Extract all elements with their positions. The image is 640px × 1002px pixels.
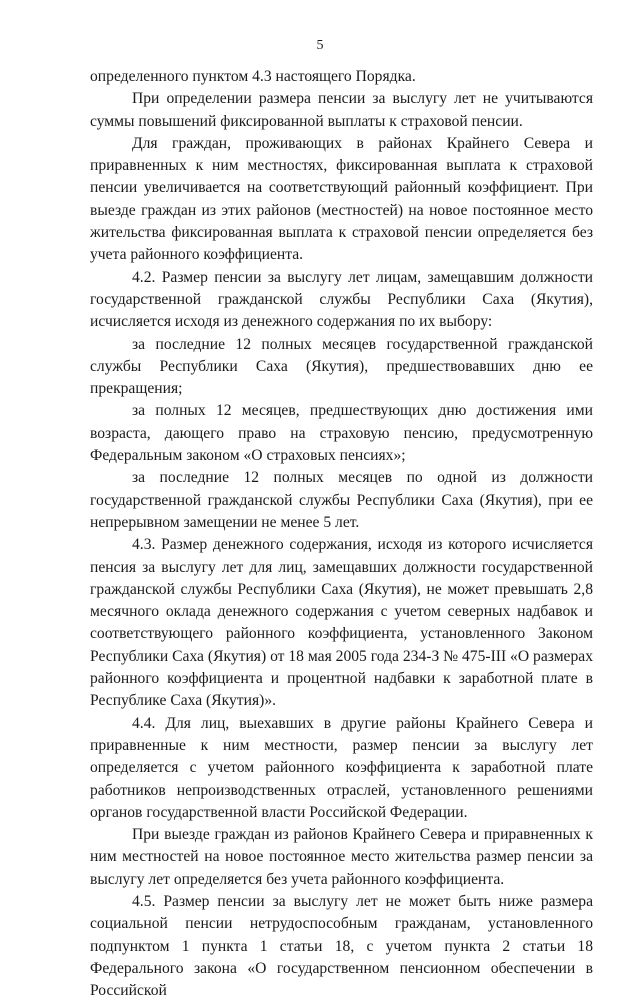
paragraph-option-2: за полных 12 месяцев, предшествующих дню достижения ими возраста, дающего право на страховую пенсию, предусмотренную Федеральным законом «О страховых пенсиях»; [90, 402, 593, 465]
paragraph-option-1: за последние 12 полных месяцев государственной гражданской службы Республики Саха (Якутия), предшествовавших дню ее прекращения; [90, 335, 593, 398]
page-number: 5 [316, 38, 324, 53]
paragraph-section-4-4: 4.4. Для лиц, выехавших в другие районы Крайнего Севера и приравненные к ним местности, размер пенсии за выслугу лет определяется с учетом районного коэффициента к заработной плате работников непроизводственных отраслей, установленного решениями органов государственной власти Российской Федерации. [90, 714, 593, 821]
paragraph-exclusions: При определении размера пенсии за выслугу лет не учитываются суммы повышений фиксированной выплаты к страховой пенсии. [90, 90, 593, 130]
paragraph-option-3: за последние 12 полных месяцев по одной из должности государственной гражданской службы Республики Саха (Якутия), при ее непрерывном замещении не менее 5 лет. [90, 469, 593, 531]
paragraph-continuation: определенного пунктом 4.3 настоящего Порядка. [90, 68, 416, 85]
paragraph-section-4-2: 4.2. Размер пенсии за выслугу лет лицам, замещавшим должности государственной гражданской службы Республики Саха (Якутия), исчисляется исходя из денежного содержания по их выбору: [90, 268, 593, 331]
paragraph-section-4-3: 4.3. Размер денежного содержания, исходя из которого исчисляется пенсия за выслугу лет для лиц, замещавших должности государственной гражданской службы Республики Саха (Якутия), не может превышать 2,8 месячного оклада денежного содержания с учетом северных надбавок и соответствующего районного коэффициента, установленного Законом Республики Саха (Якутия) от 18 мая 2005 года 234-З № 475-III «О размерах районного коэффициента и процентной надбавки к заработной плате в Республике Саха (Якутия)». [90, 536, 593, 710]
paragraph-far-north: Для граждан, проживающих в районах Крайнего Севера и приравненных к ним местностях, фиксированная выплата к страховой пенсии увеличивается на соответствующий районный коэффициент. При выезде граждан из этих районов (местностей) на новое постоянное место жительства фиксированная выплата к страховой пенсии определяется без учета районного коэффициента. [90, 134, 593, 264]
paragraph-relocation: При выезде граждан из районов Крайнего Севера и приравненных к ним местностей на новое постоянное место жительства размер пенсии за выслугу лет определяется без учета районного коэффициента. [90, 826, 593, 888]
document-body [90, 66, 593, 1002]
paragraph-section-4-5: 4.5. Размер пенсии за выслугу лет не может быть ниже размера социальной пенсии нетрудоспособным гражданам, установленного подпунктом 1 пункта 1 статьи 18, с учетом пункта 2 статьи 18 Федерального закона «О государственном пенсионном обеспечении в Российской [90, 892, 593, 1000]
